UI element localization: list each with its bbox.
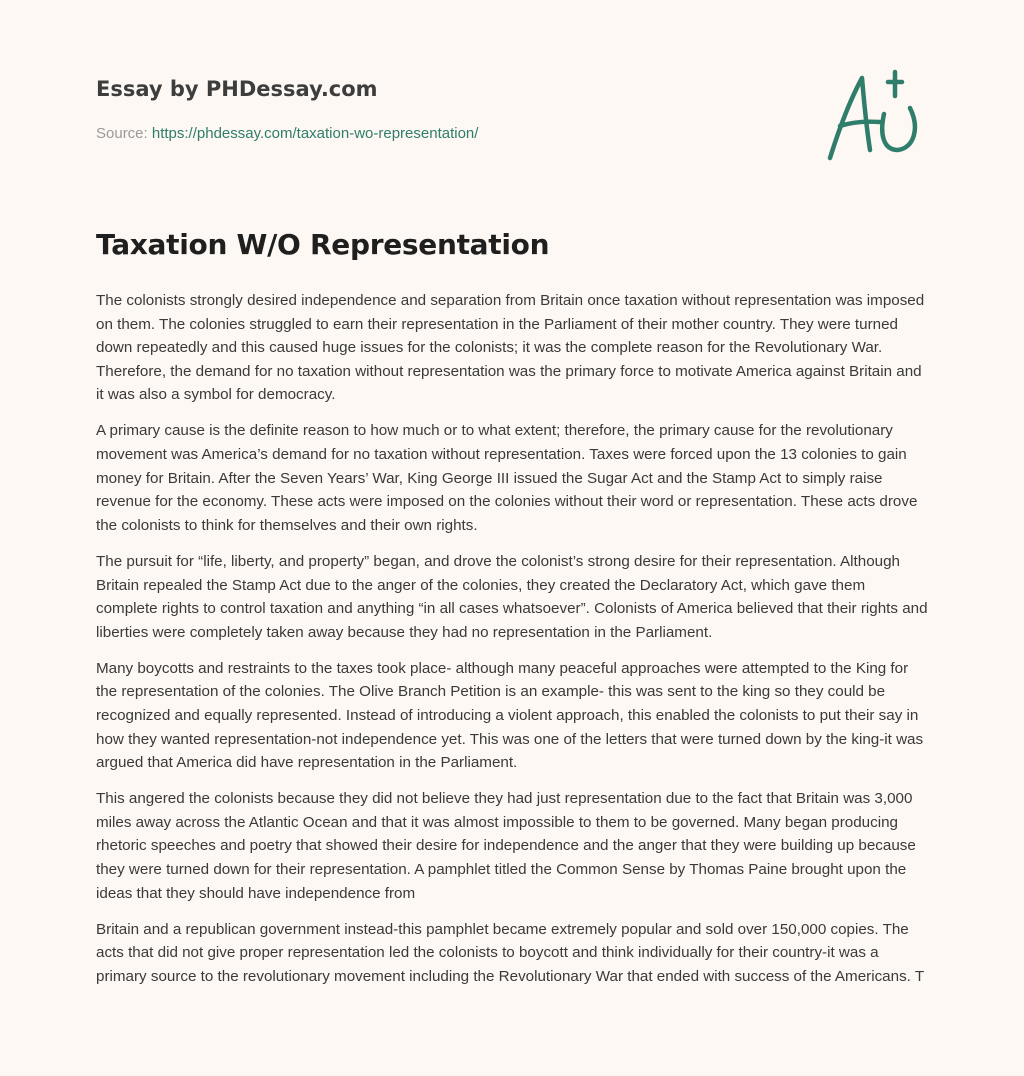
article-paragraph: Britain and a republican government instead-this pamphlet became extremely popular and sold over 150,000 copies. The acts that did not give proper representation led the colonists to boycott and think individually for their country-it was a primary source to the revolutionary movement including the Revolutionary War that ended with success of the Americans. T xyxy=(96,920,925,985)
article-paragraph: The colonists strongly desired independence and separation from Britain once taxation without representation was imposed on them. The colonies struggled to earn their representation in the Parliament of their mother country. They were turned down repeatedly and this caused huge issues for the colonists; it was the complete reason for the Revolutionary War. Therefore, the demand for no taxation without representation was the primary force to motivate America against Britain and it was also a symbol for democracy. xyxy=(96,292,925,404)
article-paragraph: A primary cause is the definite reason to how much or to what extent; therefore, the primary cause for the revolutionary movement was America’s demand for no taxation without representation. Taxes were forced upon the 13 colonies to gain money for Britain. After the Seven Years’ War, King George III issued the Sugar Act and the Stamp Act to simply raise revenue for the economy. These acts were imposed on the colonies without their word or representation. These acts drove the colonists to think for themselves and their own rights. xyxy=(96,422,918,534)
article-paragraph: Many boycotts and restraints to the taxes took place- although many peaceful approaches were attempted to the King for the representation of the colonies. The Olive Branch Petition is an example- this was sent to the king so they could be recognized and equally represented. Instead of introducing a violent approach, this enabled the colonists to put their say in how they wanted representation-not independence yet. This was one of the letters that were turned down by the king-it was argued that America did have representation in the Parliament. xyxy=(96,659,924,772)
site-title: Essay by PHDessay.com xyxy=(96,77,378,101)
source-label: Source: xyxy=(96,125,152,142)
article-title: Taxation W/O Representation xyxy=(96,228,550,261)
a-plus-grade-icon xyxy=(818,66,930,166)
article-paragraph: This angered the colonists because they did not believe they had just representation due to the fact that Britain was 3,000 miles away across the Atlantic Ocean and that it was almost impossible to them to be governed. Many began producing rhetoric speeches and poetry that showed their desire for independence and the anger that they were building up because they were turned down for their representation. A pamphlet titled the Common Sense by Thomas Paine brought upon the ideas that they should have independence from xyxy=(96,790,916,902)
source-link[interactable]: https://phdessay.com/taxation-wo-representation/ xyxy=(151,125,479,142)
source-line xyxy=(96,124,796,144)
page-header xyxy=(96,74,796,144)
article xyxy=(96,226,928,1001)
article-paragraph: The pursuit for “life, liberty, and property” began, and drove the colonist’s strong desire for their representation. Although Britain repealed the Stamp Act due to the anger of the colonies, they created the Declaratory Act, which gave them complete rights to control taxation and anything “in all cases whatsoever”. Colonists of America believed that their rights and liberties were completely taken away because they had no representation in the Parliament. xyxy=(96,552,928,641)
